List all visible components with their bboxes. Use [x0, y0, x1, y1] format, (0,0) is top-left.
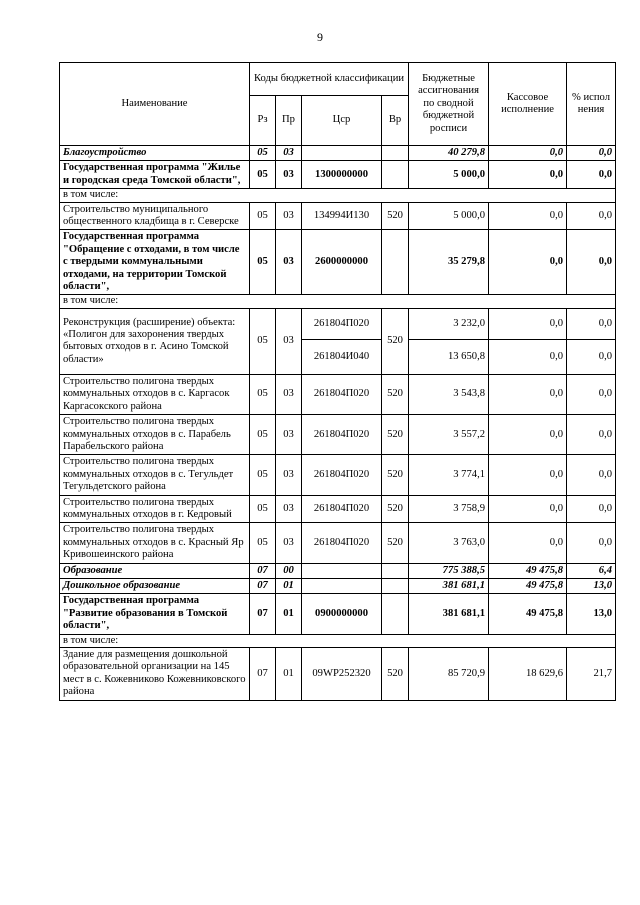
row-vr: 520 [382, 374, 409, 414]
row-percent: 0,0 [567, 455, 616, 495]
row-vr [382, 563, 409, 578]
row-csr: 261804П020 [302, 523, 382, 563]
row-allocation: 3 232,0 [409, 308, 489, 339]
row-rz: 07 [250, 648, 276, 701]
row-name: Строительство полигона твердых коммунальных отходов в с. Тегульдет Тегульдетского района [60, 455, 250, 495]
page-number: 9 [317, 30, 323, 44]
table-row [60, 295, 616, 308]
row-csr: 261804П020 [302, 374, 382, 414]
row-rz: 05 [250, 523, 276, 563]
row-note: в том числе: [60, 634, 616, 647]
row-allocation: 5 000,0 [409, 161, 489, 189]
row-percent: 13,0 [567, 578, 616, 593]
table-row [60, 415, 616, 455]
row-cash: 0,0 [489, 161, 567, 189]
row-name: Реконструкция (расширение) объекта: «Полигон для захоронения твердых бытовых отходов в г. Асино Томской области» [60, 308, 250, 374]
row-pr: 03 [276, 146, 302, 161]
row-cash: 0,0 [489, 455, 567, 495]
row-cash: 49 475,8 [489, 563, 567, 578]
row-pr: 03 [276, 495, 302, 523]
row-rz: 07 [250, 563, 276, 578]
row-cash: 49 475,8 [489, 594, 567, 634]
header-percent: % испол нения [567, 63, 616, 146]
row-percent: 0,0 [567, 308, 616, 339]
table-row [60, 563, 616, 578]
row-allocation: 40 279,8 [409, 146, 489, 161]
row-vr [382, 230, 409, 295]
row-csr: 2600000000 [302, 230, 382, 295]
table-row [60, 578, 616, 593]
row-percent: 0,0 [567, 161, 616, 189]
row-allocation: 3 774,1 [409, 455, 489, 495]
row-csr: 261804П020 [302, 308, 382, 339]
row-vr: 520 [382, 648, 409, 701]
row-rz: 05 [250, 146, 276, 161]
table-row [60, 523, 616, 563]
row-name: Строительство полигона твердых коммунальных отходов в г. Кедровый [60, 495, 250, 523]
table-row [60, 594, 616, 634]
header-pr: Пр [276, 96, 302, 146]
row-pr: 03 [276, 308, 302, 374]
row-csr: 261804И040 [302, 339, 382, 374]
row-pr: 03 [276, 161, 302, 189]
row-name: Строительство муниципального общественного кладбища в г. Северске [60, 202, 250, 230]
row-percent: 0,0 [567, 374, 616, 414]
row-cash: 18 629,6 [489, 648, 567, 701]
row-rz: 05 [250, 415, 276, 455]
row-allocation: 381 681,1 [409, 578, 489, 593]
header-name: Наименование [60, 63, 250, 146]
row-name: Государственная программа "Развитие образования в Томской области", [60, 594, 250, 634]
row-rz: 07 [250, 578, 276, 593]
row-vr [382, 161, 409, 189]
table-row [60, 146, 616, 161]
row-csr: 1300000000 [302, 161, 382, 189]
header-rz: Рз [250, 96, 276, 146]
row-vr: 520 [382, 495, 409, 523]
row-rz: 07 [250, 594, 276, 634]
row-name: Здание для размещения дошкольной образовательной организации на 145 мест в с. Кожевниково Кожевниковского района [60, 648, 250, 701]
row-name: Строительство полигона твердых коммунальных отходов в с. Парабель Парабельского района [60, 415, 250, 455]
row-allocation: 381 681,1 [409, 594, 489, 634]
row-percent: 0,0 [567, 339, 616, 374]
row-cash: 0,0 [489, 495, 567, 523]
row-name: Дошкольное образование [60, 578, 250, 593]
row-pr: 00 [276, 563, 302, 578]
table-row [60, 455, 616, 495]
row-cash: 0,0 [489, 339, 567, 374]
row-note: в том числе: [60, 295, 616, 308]
table-row [60, 495, 616, 523]
row-rz: 05 [250, 161, 276, 189]
row-cash: 0,0 [489, 523, 567, 563]
row-cash: 0,0 [489, 230, 567, 295]
row-cash: 0,0 [489, 415, 567, 455]
row-percent: 21,7 [567, 648, 616, 701]
row-allocation: 5 000,0 [409, 202, 489, 230]
row-allocation: 13 650,8 [409, 339, 489, 374]
row-rz: 05 [250, 202, 276, 230]
table-row [60, 374, 616, 414]
row-allocation: 3 763,0 [409, 523, 489, 563]
row-csr: 261804П020 [302, 415, 382, 455]
table-row [60, 202, 616, 230]
row-csr: 0900000000 [302, 594, 382, 634]
table-row [60, 161, 616, 189]
row-vr [382, 146, 409, 161]
header-cash: Кассовое исполнение [489, 63, 567, 146]
row-vr: 520 [382, 202, 409, 230]
table-row [60, 634, 616, 647]
row-rz: 05 [250, 308, 276, 374]
row-rz: 05 [250, 455, 276, 495]
row-rz: 05 [250, 374, 276, 414]
row-percent: 0,0 [567, 415, 616, 455]
row-percent: 0,0 [567, 202, 616, 230]
row-csr: 261804П020 [302, 495, 382, 523]
row-name: Государственная программа "Жилье и городская среда Томской области", [60, 161, 250, 189]
row-name: Строительство полигона твердых коммунальных отходов в с. Каргасок Каргасокского района [60, 374, 250, 414]
row-name: Строительство полигона твердых коммунальных отходов в с. Красный Яр Кривошеинского района [60, 523, 250, 563]
row-percent: 0,0 [567, 146, 616, 161]
header-csr: Цср [302, 96, 382, 146]
row-allocation: 775 388,5 [409, 563, 489, 578]
row-cash: 0,0 [489, 374, 567, 414]
row-cash: 0,0 [489, 146, 567, 161]
row-pr: 03 [276, 455, 302, 495]
row-csr: 261804П020 [302, 455, 382, 495]
row-pr: 03 [276, 415, 302, 455]
row-rz: 05 [250, 230, 276, 295]
header-codes-group: Коды бюджетной классификации [250, 63, 409, 96]
row-csr [302, 146, 382, 161]
row-vr: 520 [382, 455, 409, 495]
row-allocation: 3 543,8 [409, 374, 489, 414]
row-pr: 01 [276, 578, 302, 593]
row-vr: 520 [382, 308, 409, 374]
row-percent: 6,4 [567, 563, 616, 578]
header-vr: Вр [382, 96, 409, 146]
row-csr: 09WP252320 [302, 648, 382, 701]
row-percent: 13,0 [567, 594, 616, 634]
table-row [60, 648, 616, 701]
table-row [60, 230, 616, 295]
row-note: в том числе: [60, 189, 616, 202]
row-pr: 03 [276, 523, 302, 563]
budget-table [59, 62, 616, 701]
row-vr [382, 578, 409, 593]
row-csr [302, 578, 382, 593]
row-percent: 0,0 [567, 523, 616, 563]
row-cash: 0,0 [489, 202, 567, 230]
row-name: Образование [60, 563, 250, 578]
row-pr: 01 [276, 594, 302, 634]
row-pr: 01 [276, 648, 302, 701]
row-allocation: 85 720,9 [409, 648, 489, 701]
row-percent: 0,0 [567, 230, 616, 295]
row-csr [302, 563, 382, 578]
row-name: Государственная программа "Обращение с отходами, в том числе с твердыми коммунальными отходами, на территории Томской области", [60, 230, 250, 295]
row-allocation: 3 758,9 [409, 495, 489, 523]
row-pr: 03 [276, 230, 302, 295]
table-row [60, 308, 616, 339]
row-pr: 03 [276, 374, 302, 414]
row-percent: 0,0 [567, 495, 616, 523]
row-name: Благоустройство [60, 146, 250, 161]
row-pr: 03 [276, 202, 302, 230]
row-vr: 520 [382, 415, 409, 455]
row-vr [382, 594, 409, 634]
row-rz: 05 [250, 495, 276, 523]
table-row [60, 189, 616, 202]
row-vr: 520 [382, 523, 409, 563]
row-allocation: 3 557,2 [409, 415, 489, 455]
row-allocation: 35 279,8 [409, 230, 489, 295]
row-cash: 49 475,8 [489, 578, 567, 593]
row-cash: 0,0 [489, 308, 567, 339]
row-csr: 134994И130 [302, 202, 382, 230]
header-allocations: Бюджетные ассигнования по сводной бюджетной росписи [409, 63, 489, 146]
